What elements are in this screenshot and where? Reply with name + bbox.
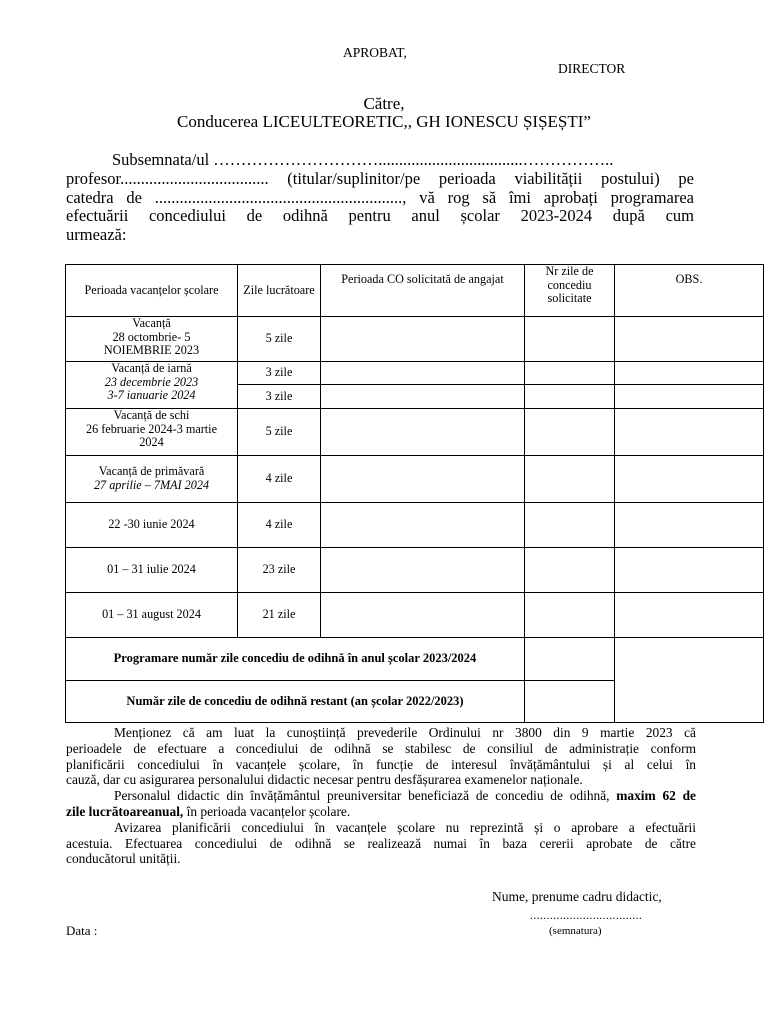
- table-header-row: [66, 265, 764, 317]
- obs-input[interactable]: [615, 456, 764, 503]
- requested-period-input[interactable]: [321, 385, 525, 409]
- paragraph-3-line: Avizarea planificării concediului în vacanțele școlare nu reprezintă și o aprobare a efectuării: [114, 819, 696, 835]
- signature-line[interactable]: ..................................: [530, 908, 643, 922]
- total-current-row: [66, 638, 764, 681]
- requested-period-input[interactable]: [321, 503, 525, 548]
- leave-schedule-table: [65, 264, 764, 723]
- paragraph-3-line: conducătorul unității.: [66, 851, 181, 867]
- period-cell: Vacanță de primăvară 27 aprilie – 7MAI 2024: [66, 456, 238, 503]
- table-row: [66, 317, 764, 362]
- intro-line-5: urmează:: [66, 225, 127, 245]
- requested-days-input[interactable]: [525, 548, 615, 593]
- obs-input[interactable]: [615, 385, 764, 409]
- obs-input[interactable]: [615, 548, 764, 593]
- period-cell: 01 – 31 iulie 2024: [66, 548, 238, 593]
- request-intro: [66, 151, 694, 245]
- header-nr-days: Nr zile de concediu solicitate: [525, 265, 615, 317]
- paragraph-3-line: acestuia. Efectuarea concediului de odihnă se realizează numai în baza cererii aprobate de către: [66, 835, 696, 851]
- requested-days-input[interactable]: [525, 456, 615, 503]
- requested-days-input[interactable]: [525, 362, 615, 385]
- requested-period-input[interactable]: [321, 548, 525, 593]
- working-days-cell: 5 zile: [238, 317, 321, 362]
- totals-obs-cell[interactable]: [615, 638, 764, 723]
- requested-period-input[interactable]: [321, 409, 525, 456]
- date-label: Data :: [66, 923, 98, 938]
- intro-line-2: profesor.................................... (titular/suplinitor/pe perioada viabilității postului) pe: [66, 168, 694, 188]
- total-current-label: Programare număr zile concediu de odihnă în anul școlar 2023/2024: [66, 638, 525, 681]
- table-row: [66, 503, 764, 548]
- period-cell: 22 -30 iunie 2024: [66, 503, 238, 548]
- working-days-cell: 4 zile: [238, 503, 321, 548]
- requested-period-input[interactable]: [321, 456, 525, 503]
- table-row: [66, 548, 764, 593]
- working-days-cell: 4 zile: [238, 456, 321, 503]
- period-cell: 01 – 31 august 2024: [66, 593, 238, 638]
- approved-label: APROBAT,: [343, 45, 407, 60]
- total-remaining-input[interactable]: [525, 681, 615, 723]
- addressee-label: Către,: [363, 94, 405, 113]
- working-days-cell: 23 zile: [238, 548, 321, 593]
- requested-days-input[interactable]: [525, 317, 615, 362]
- working-days-cell: 3 zile: [238, 385, 321, 409]
- table-row: [66, 362, 764, 385]
- requested-period-input[interactable]: [321, 317, 525, 362]
- requested-period-input[interactable]: [321, 362, 525, 385]
- paragraph-2-line: zile lucrătoareanual, în perioada vacanțelor școlare.: [66, 803, 351, 819]
- intro-line-3: catedra de ............................................................, vă rog să îmi aprobați programarea: [66, 187, 694, 207]
- working-days-cell: 3 zile: [238, 362, 321, 385]
- working-days-cell: 5 zile: [238, 409, 321, 456]
- table-row: [66, 593, 764, 638]
- header-obs: OBS.: [615, 265, 764, 317]
- paragraph-1-line: Menționez că am luat la cunoștiință prevederile Ordinului nr 3800 din 9 martie 2023 că: [114, 725, 696, 740]
- paragraph-2-line: Personalul didactic din învățământul preuniversitar beneficiază de concediu de odihnă, maxim 62 de: [114, 788, 696, 804]
- intro-line-1: Subsemnata/ul …………………………...................................……………..: [112, 150, 614, 169]
- requested-days-input[interactable]: [525, 593, 615, 638]
- working-days-cell: 21 zile: [238, 593, 321, 638]
- period-cell: Vacanță de iarnă 23 decembrie 2023 3-7 ianuarie 2024: [66, 362, 238, 409]
- paragraph-1-line: cauză, dar cu asigurarea personalului didactic necesar pentru desfășurarea examenelor naționale.: [66, 772, 583, 788]
- director-label: DIRECTOR: [558, 61, 626, 76]
- header-period: Perioada vacanțelor școlare: [66, 265, 238, 317]
- paragraph-1-line: perioadele de efectuare a concediului de odihnă se stabilesc de consiliul de administrație conform: [66, 740, 696, 756]
- obs-input[interactable]: [615, 503, 764, 548]
- header-requested-period: Perioada CO solicitată de angajat: [321, 265, 525, 317]
- total-remaining-label: Număr zile de concediu de odihnă restant (an școlar 2022/2023): [66, 681, 525, 723]
- requested-days-input[interactable]: [525, 385, 615, 409]
- intro-line-4: efectuării concediului de odihnă pentru anul școlar 2023-2024 după cum: [66, 206, 694, 226]
- obs-input[interactable]: [615, 317, 764, 362]
- obs-input[interactable]: [615, 409, 764, 456]
- obs-input[interactable]: [615, 362, 764, 385]
- obs-input[interactable]: [615, 593, 764, 638]
- requested-days-input[interactable]: [525, 409, 615, 456]
- conditions-text: [66, 725, 696, 867]
- requested-days-input[interactable]: [525, 503, 615, 548]
- table-row: [66, 456, 764, 503]
- paragraph-1-line: planificării concediului în vacanțele școlare, în funcție de interesul învățământului și al celui în: [66, 756, 696, 772]
- period-cell: Vacanță de schi 26 februarie 2024-3 martie 2024: [66, 409, 238, 456]
- teacher-name-label: Nume, prenume cadru didactic,: [492, 889, 662, 904]
- institution-name: Conducerea LICEULTEORETIC,, GH IONESCU ȘIȘEȘTI”: [177, 112, 591, 131]
- signature-hint: (semnatura): [549, 925, 602, 937]
- requested-period-input[interactable]: [321, 593, 525, 638]
- header-working-days: Zile lucrătoare: [238, 265, 321, 317]
- period-cell: Vacanță 28 octombrie- 5 NOIEMBRIE 2023: [66, 317, 238, 362]
- table-row: [66, 409, 764, 456]
- total-current-input[interactable]: [525, 638, 615, 681]
